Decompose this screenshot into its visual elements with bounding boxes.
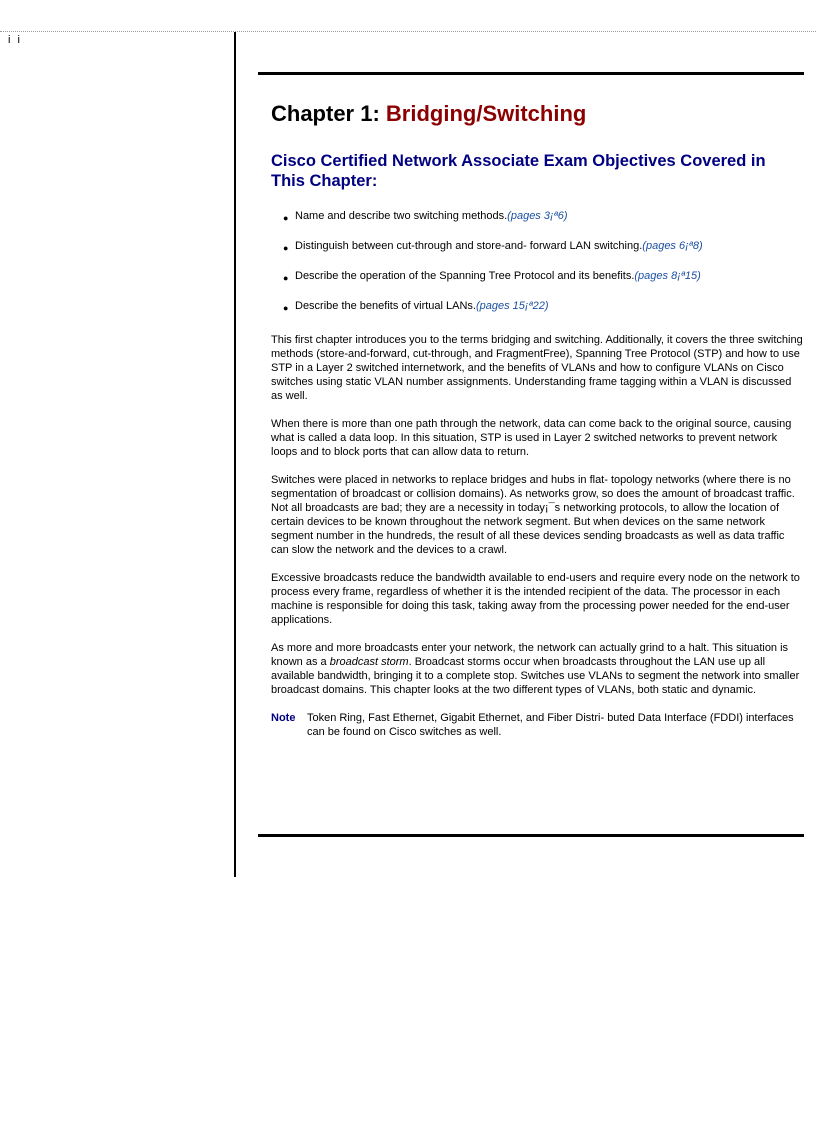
paragraph-data-loop: When there is more than one path through the network, data can come back to the original source, causing what is called a data loop. In this situation, STP is used in Layer 2 switched networks to prevent network loops and to block ports that can allow data to return. bbox=[271, 418, 792, 458]
objective-text: Describe the benefits of virtual LANs. bbox=[295, 300, 476, 312]
header-rule bbox=[258, 72, 804, 75]
page-reference-link[interactable]: (pages 3¡ª6) bbox=[507, 210, 568, 222]
page-reference-link[interactable]: (pages 8¡ª15) bbox=[634, 270, 701, 282]
bullet-icon: ● bbox=[283, 303, 289, 313]
objective-item bbox=[283, 239, 804, 269]
bullet-icon: ● bbox=[283, 213, 289, 223]
page-number: i i bbox=[8, 34, 22, 46]
note-label: Note bbox=[271, 712, 296, 724]
paragraph-broadcast-storm bbox=[271, 641, 805, 697]
objective-text: Distinguish between cut-through and store-and- forward LAN switching. bbox=[295, 240, 643, 252]
chapter-prefix: Chapter 1: bbox=[271, 101, 386, 126]
page-reference-link[interactable]: (pages 6¡ª8) bbox=[642, 240, 703, 252]
left-margin-rule bbox=[234, 32, 236, 877]
storm-term: broadcast storm bbox=[329, 656, 409, 668]
page-content bbox=[258, 72, 804, 739]
bullet-icon: ● bbox=[283, 273, 289, 283]
objective-item bbox=[283, 269, 804, 299]
bullet-icon: ● bbox=[283, 243, 289, 253]
storm-text-after: . Broadcast storms occur when broadcasts throughout the LAN use up all available bandwidth, bringing it to a complete stop. Switches use VLANs to segment the network into smaller broadcast domains. This chapter looks at the two different types of VLANs, both static and dynamic. bbox=[271, 656, 800, 696]
note-text: Token Ring, Fast Ethernet, Gigabit Ethernet, and Fiber Distri- buted Data Interface (FDDI) interfaces can be found on Cisco switches as well. bbox=[307, 712, 794, 738]
paragraph-broadcast-traffic: Switches were placed in networks to replace bridges and hubs in flat- topology networks (where there is no segmentation of broadcast or collision domains). As networks grow, so does the amount of broadcast traffic. Not all broadcasts are bad; they are a necessity in today¡¯s networking protocols, to allow the location of certain devices to be known throughout the network segment. But when devices on the same network segment number in the hundreds, the result of all these devices sending broadcasts as well as data traffic can slow the network and the devices to a crawl. bbox=[271, 474, 795, 556]
page-reference-link[interactable]: (pages 15¡ª22) bbox=[475, 300, 549, 312]
note-block bbox=[271, 711, 805, 739]
objective-item bbox=[283, 209, 804, 239]
paragraph-excessive-broadcasts: Excessive broadcasts reduce the bandwidth available to end-users and require every node on the network to process every frame, regardless of whether it is the intended recipient of the data. The processor in each machine is responsible for doing this task, taking away from the processing power needed for the end-user applications. bbox=[271, 572, 800, 626]
top-divider bbox=[0, 31, 816, 32]
objective-text: Describe the operation of the Spanning Tree Protocol and its benefits. bbox=[295, 270, 635, 282]
storm-text-before: As more and more broadcasts enter your network, the network can actually grind to a halt. This situation is known as a bbox=[271, 642, 789, 668]
objective-text: Name and describe two switching methods. bbox=[295, 210, 508, 222]
paragraph-intro: This first chapter introduces you to the terms bridging and switching. Additionally, it covers the three switching methods (store-and-forward, cut-through, and FragmentFree), Spanning Tree Protocol (STP) and how to use STP in a Layer 2 switched internetwork, and the benefits of VLANs and how to configure VLANs on Cisco switches using static VLAN number assignments. Understanding frame tagging within a VLAN is discussed as well. bbox=[271, 334, 803, 402]
objective-item bbox=[283, 299, 804, 329]
objectives-list bbox=[258, 209, 804, 329]
footer-rule bbox=[258, 834, 804, 837]
chapter-name: Bridging/Switching bbox=[385, 101, 587, 126]
objectives-heading: Cisco Certified Network Associate Exam Objectives Covered in This Chapter: bbox=[271, 152, 766, 190]
chapter-title bbox=[271, 100, 804, 128]
